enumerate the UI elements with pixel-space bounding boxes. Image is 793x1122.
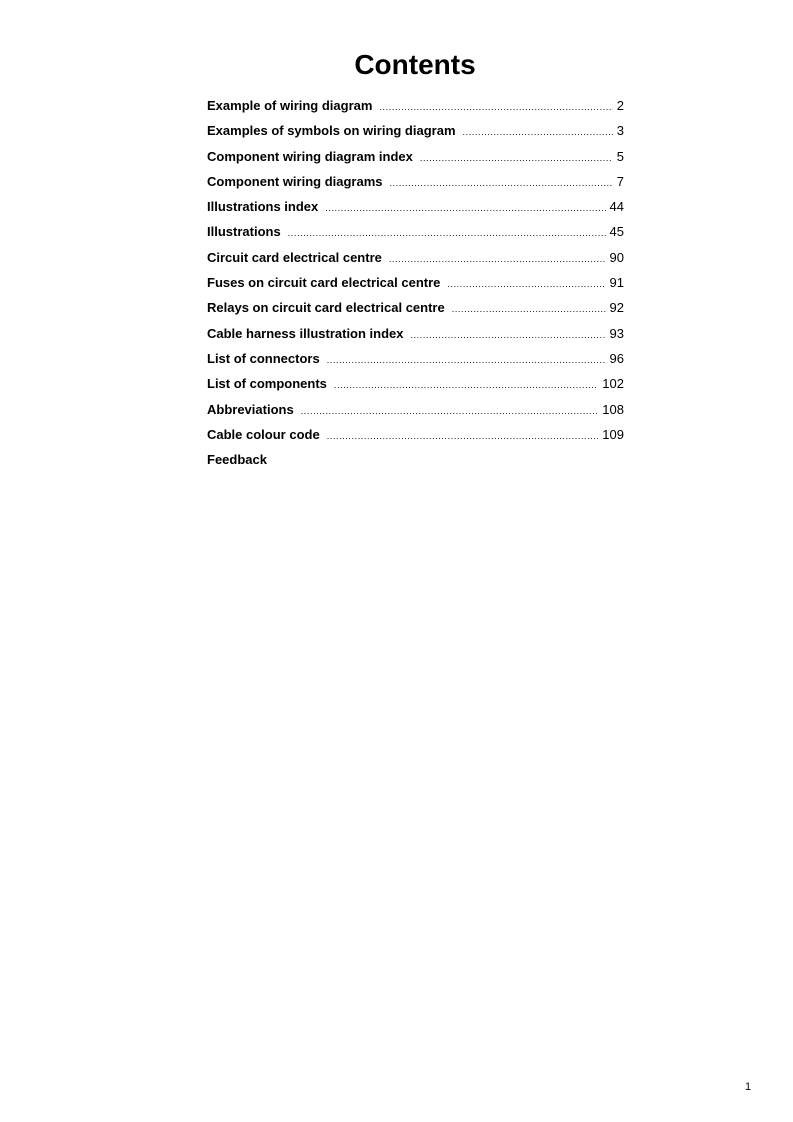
toc-entry-page: 2 [616,98,624,113]
toc-dot-leader [288,223,606,243]
toc-entry-page: 91 [609,275,624,291]
toc-entry-page: 102 [602,376,624,392]
toc-entry-page: 93 [609,325,624,341]
toc-entry-component-wiring-diagrams[interactable] [207,172,624,197]
toc-entry-cable-harness-illustration-index[interactable] [207,324,624,349]
toc-dot-leader [301,401,599,421]
toc-entry-illustrations-index[interactable] [207,197,624,222]
toc-entry-page: 96 [609,350,624,366]
toc-entry-label: Abbreviations [207,401,294,417]
toc-entry-label: Illustrations [207,224,281,240]
toc-entry-label: Relays on circuit card electrical centre [207,300,445,316]
toc-entry-list-of-components[interactable] [207,374,624,399]
toc-entry-fuses[interactable] [207,273,624,298]
toc-entry-examples-of-symbols[interactable] [207,121,624,146]
toc-dot-leader [420,148,613,168]
toc-entry-example-of-wiring-diagram[interactable] [207,96,624,121]
toc-entry-abbreviations[interactable] [207,400,624,425]
page-number: 1 [745,1081,752,1093]
page-title: Contents [354,49,476,80]
toc-entry-label: List of components [207,376,327,392]
toc-dot-leader [389,249,606,269]
toc-dot-leader [411,325,606,345]
toc-entry-label: Component wiring diagram index [207,148,413,164]
toc-entry-list-of-connectors[interactable] [207,349,624,374]
toc-entry-relays[interactable] [207,298,624,323]
toc-dot-leader [463,122,613,142]
toc-entry-page: 44 [609,199,624,215]
toc-entry-page: 90 [609,249,624,265]
toc-dot-leader [327,350,606,370]
toc-entry-label: Circuit card electrical centre [207,249,382,265]
toc-entry-label: Feedback [207,452,267,468]
table-of-contents [207,96,624,475]
toc-entry-cable-colour-code[interactable] [207,425,624,450]
toc-entry-page: 109 [602,426,624,442]
toc-entry-label: Cable colour code [207,426,320,442]
toc-dot-leader [325,198,605,218]
toc-entry-feedback[interactable] [207,450,624,475]
toc-entry-illustrations[interactable] [207,222,624,247]
toc-entry-circuit-card-electrical-centre[interactable] [207,248,624,273]
toc-entry-page: 7 [616,173,624,189]
toc-entry-page: 3 [616,123,624,139]
toc-entry-label: Example of wiring diagram [207,98,373,113]
toc-dot-leader [447,274,605,294]
toc-dot-leader [334,375,598,395]
toc-dot-leader [379,97,612,117]
toc-entry-page: 45 [609,224,624,240]
toc-dot-leader [390,173,613,193]
toc-entry-label: Component wiring diagrams [207,173,383,189]
toc-entry-page: 5 [616,148,624,164]
toc-entry-label: Examples of symbols on wiring diagram [207,123,456,139]
toc-entry-page: 92 [609,300,624,316]
toc-entry-component-wiring-diagram-index[interactable] [207,147,624,172]
toc-entry-page: 108 [602,401,624,417]
toc-dot-leader [452,299,606,319]
toc-entry-label: List of connectors [207,350,320,366]
toc-entry-label: Fuses on circuit card electrical centre [207,275,441,291]
toc-dot-leader [327,426,599,446]
toc-entry-label: Illustrations index [207,199,319,215]
toc-entry-label: Cable harness illustration index [207,325,404,341]
